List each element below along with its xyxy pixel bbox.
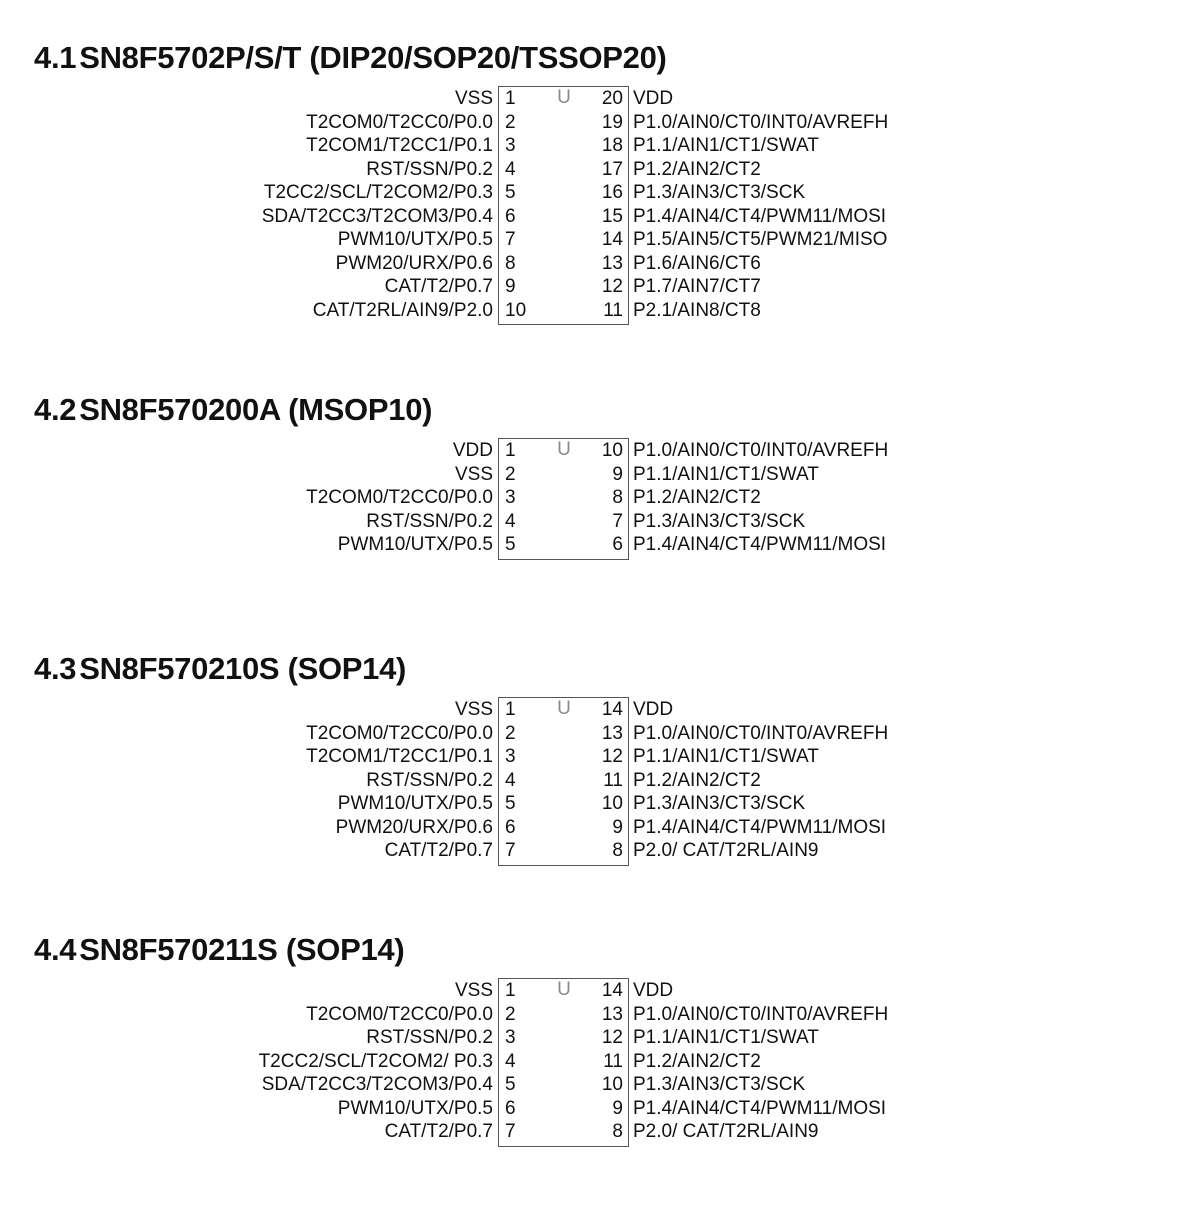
left-pin-name: CAT/T2/P0.7 [384,276,493,297]
right-pin-number: 18 [601,135,623,156]
right-pin-number: 9 [612,1097,623,1119]
section-number: 4.4 [34,932,77,967]
right-pin-number: 14 [601,229,623,250]
right-pin-number: 10 [601,1074,623,1095]
right-pin-name: P1.3/AIN3/CT3/SCK [633,1074,806,1095]
right-pin-name: P1.1/AIN1/CT1/SWAT [633,463,819,485]
left-pin-number: 5 [505,793,516,814]
left-pin-number: 5 [505,182,516,203]
left-pin-name: RST/SSN/P0.2 [366,158,493,180]
right-pin-name: P1.3/AIN3/CT3/SCK [633,793,806,814]
pin-row [0,486,1200,510]
right-pin-number: 8 [612,487,623,508]
left-pin-number: 5 [505,1074,516,1095]
pin-row [0,205,1200,229]
pin-row [0,979,1200,1003]
left-pin-number: 8 [505,252,516,274]
right-pin-name: P1.5/AIN5/CT5/PWM21/MISO [633,229,888,250]
left-pin-number: 7 [505,1121,516,1142]
left-pin-name: T2COM0/T2CC0/P0.0 [306,722,493,744]
right-pin-name: P2.0/ CAT/T2RL/AIN9 [633,1121,819,1142]
section-title-text: SN8F570211S (SOP14) [79,932,405,967]
right-pin-name: P1.3/AIN3/CT3/SCK [633,510,806,532]
left-pin-name: SDA/T2CC3/T2COM3/P0.4 [261,205,493,227]
left-pin-number: 2 [505,1003,516,1025]
right-pin-name: P1.1/AIN1/CT1/SWAT [633,746,819,767]
pin-row [0,769,1200,793]
right-pin-name: P1.2/AIN2/CT2 [633,1050,761,1072]
right-pin-number: 15 [601,205,623,227]
pin1-notch-marker: U [557,979,571,1000]
left-pin-name: T2COM0/T2CC0/P0.0 [306,111,493,133]
right-pin-number: 13 [601,722,623,744]
left-pin-name: RST/SSN/P0.2 [366,510,493,532]
section-number: 4.3 [34,651,77,686]
right-pin-name: VDD [633,699,674,720]
right-pin-number: 11 [603,1050,623,1072]
pin-row [0,1003,1200,1027]
pin1-notch-marker: U [557,439,571,460]
right-pin-name: VDD [633,980,674,1001]
left-pin-name: RST/SSN/P0.2 [366,1027,493,1048]
left-pin-number: 3 [505,746,516,767]
right-pin-name: P1.2/AIN2/CT2 [633,487,761,508]
right-pin-number: 11 [603,769,623,791]
right-pin-number: 20 [601,88,623,109]
left-pin-number: 3 [505,135,516,156]
left-pin-name: CAT/T2RL/AIN9/P2.0 [312,299,493,321]
right-pin-number: 9 [612,463,623,485]
pin-row [0,839,1200,863]
pin-row [0,816,1200,840]
right-pin-name: P1.1/AIN1/CT1/SWAT [633,1027,819,1048]
left-pin-number: 7 [505,229,516,250]
right-pin-number: 14 [601,980,623,1001]
pin-row [0,1050,1200,1074]
pin-row [0,158,1200,182]
pin-row [0,111,1200,135]
left-pin-number: 4 [505,769,516,791]
section-title [34,392,432,428]
left-pin-name: T2COM0/T2CC0/P0.0 [306,487,493,508]
pin1-notch-marker: U [557,698,571,719]
left-pin-number: 4 [505,158,516,180]
right-pin-number: 9 [612,816,623,838]
left-pin-number: 1 [505,980,516,1001]
pin-row [0,87,1200,111]
right-pin-number: 6 [612,534,623,555]
left-pin-name: CAT/T2/P0.7 [384,1121,493,1142]
right-pin-name: P1.7/AIN7/CT7 [633,276,761,297]
left-pin-name: VSS [454,699,493,720]
left-pin-number: 3 [505,1027,516,1048]
pin-row [0,181,1200,205]
left-pin-name: PWM20/URX/P0.6 [335,816,493,838]
pin-row [0,299,1200,323]
right-pin-name: P1.4/AIN4/CT4/PWM11/MOSI [633,534,887,555]
right-pin-number: 13 [601,252,623,274]
pin-row [0,1026,1200,1050]
left-pin-name: CAT/T2/P0.7 [384,840,493,861]
right-pin-name: P1.3/AIN3/CT3/SCK [633,182,806,203]
left-pin-name: VDD [452,440,493,461]
left-pin-number: 6 [505,205,516,227]
pin-row [0,510,1200,534]
left-pin-name: PWM10/UTX/P0.5 [337,1097,493,1119]
right-pin-name: P1.0/AIN0/CT0/INT0/AVREFH [633,440,889,461]
right-pin-number: 12 [601,746,623,767]
right-pin-number: 7 [612,510,623,532]
right-pin-name: P1.6/AIN6/CT6 [633,252,761,274]
pin-row [0,533,1200,557]
pin-row [0,463,1200,487]
pin-row [0,1073,1200,1097]
right-pin-number: 14 [601,699,623,720]
left-pin-name: PWM10/UTX/P0.5 [337,793,493,814]
section-title [34,40,667,76]
left-pin-name: T2CC2/SCL/T2COM2/ P0.3 [258,1050,493,1072]
left-pin-name: VSS [454,88,493,109]
pin-row [0,1120,1200,1144]
right-pin-number: 11 [603,299,623,321]
right-pin-number: 17 [601,158,623,180]
section-title [34,932,404,968]
right-pin-name: P1.4/AIN4/CT4/PWM11/MOSI [633,1097,887,1119]
pin-row [0,722,1200,746]
pin-row [0,792,1200,816]
right-pin-number: 13 [601,1003,623,1025]
left-pin-number: 10 [505,299,527,321]
section-title-text: SN8F570210S (SOP14) [79,651,407,686]
pin-row [0,275,1200,299]
left-pin-name: T2COM1/T2CC1/P0.1 [306,746,493,767]
right-pin-number: 19 [601,111,623,133]
right-pin-name: P1.2/AIN2/CT2 [633,769,761,791]
right-pin-name: P1.1/AIN1/CT1/SWAT [633,135,819,156]
section-title-text: SN8F570200A (MSOP10) [79,392,433,427]
left-pin-name: T2CC2/SCL/T2COM2/P0.3 [263,182,493,203]
pin-row [0,1097,1200,1121]
pin-row [0,698,1200,722]
left-pin-number: 7 [505,840,516,861]
pin-row [0,252,1200,276]
pin-row [0,228,1200,252]
right-pin-number: 10 [601,793,623,814]
left-pin-name: VSS [454,980,493,1001]
left-pin-name: VSS [454,463,493,485]
right-pin-name: P2.0/ CAT/T2RL/AIN9 [633,840,819,861]
right-pin-name: P1.0/AIN0/CT0/INT0/AVREFH [633,722,889,744]
right-pin-number: 16 [601,182,623,203]
pin1-notch-marker: U [557,87,571,108]
left-pin-number: 6 [505,816,516,838]
right-pin-number: 8 [612,1121,623,1142]
right-pin-number: 8 [612,840,623,861]
left-pin-number: 3 [505,487,516,508]
left-pin-name: T2COM1/T2CC1/P0.1 [306,135,493,156]
left-pin-number: 6 [505,1097,516,1119]
right-pin-name: P1.0/AIN0/CT0/INT0/AVREFH [633,111,889,133]
left-pin-number: 2 [505,463,516,485]
left-pin-number: 1 [505,440,516,461]
left-pin-number: 4 [505,510,516,532]
left-pin-number: 1 [505,88,516,109]
section-title-text: SN8F5702P/S/T (DIP20/SOP20/TSSOP20) [79,40,667,75]
left-pin-name: T2COM0/T2CC0/P0.0 [306,1003,493,1025]
right-pin-name: P1.4/AIN4/CT4/PWM11/MOSI [633,816,887,838]
left-pin-name: RST/SSN/P0.2 [366,769,493,791]
right-pin-name: VDD [633,88,674,109]
right-pin-number: 12 [601,1027,623,1048]
right-pin-name: P1.0/AIN0/CT0/INT0/AVREFH [633,1003,889,1025]
left-pin-number: 2 [505,111,516,133]
right-pin-name: P2.1/AIN8/CT8 [633,299,761,321]
left-pin-number: 5 [505,534,516,555]
left-pin-number: 9 [505,276,516,297]
pin-row [0,134,1200,158]
left-pin-name: SDA/T2CC3/T2COM3/P0.4 [261,1074,493,1095]
section-number: 4.2 [34,392,77,427]
right-pin-name: P1.4/AIN4/CT4/PWM11/MOSI [633,205,887,227]
left-pin-number: 1 [505,699,516,720]
left-pin-number: 4 [505,1050,516,1072]
section-number: 4.1 [34,40,77,75]
left-pin-number: 2 [505,722,516,744]
section-title [34,651,406,687]
left-pin-name: PWM10/UTX/P0.5 [337,229,493,250]
pin-row [0,439,1200,463]
left-pin-name: PWM20/URX/P0.6 [335,252,493,274]
right-pin-number: 12 [601,276,623,297]
right-pin-number: 10 [601,440,623,461]
pin-row [0,745,1200,769]
left-pin-name: PWM10/UTX/P0.5 [337,534,493,555]
right-pin-name: P1.2/AIN2/CT2 [633,158,761,180]
